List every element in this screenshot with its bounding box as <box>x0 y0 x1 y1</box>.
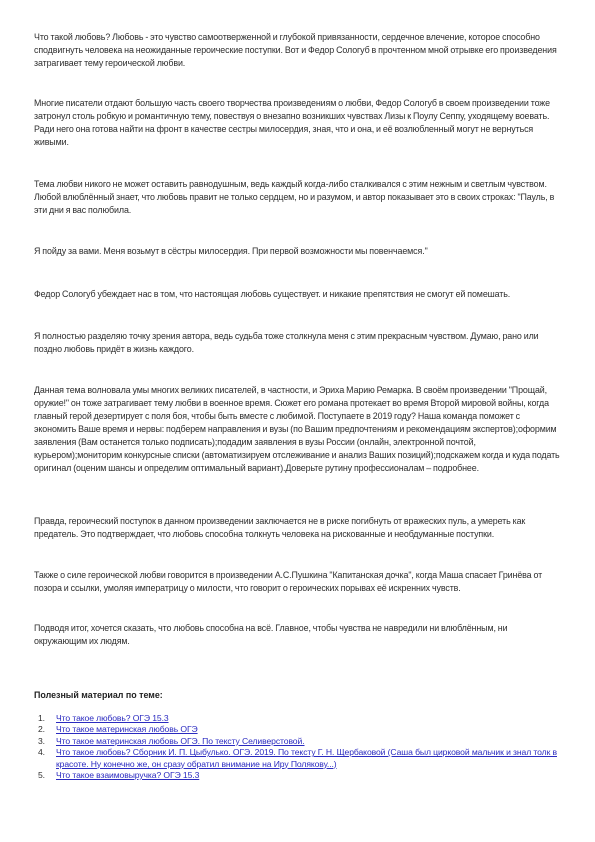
list-number: 5. <box>38 770 45 781</box>
useful-link-2[interactable]: Что такое материнская любовь ОГЭ <box>56 724 198 735</box>
list-item <box>34 747 560 770</box>
paragraph-pushkin: Также о силе героической любви говорится в произведении А.С.Пушкина "Капитанская дочка", когда Маша спасает Гринёва от позора и ссылки, умоляя императрицу о милости, что говорит о героических порывах её искренних чувств. <box>34 570 543 593</box>
list-number: 4. <box>38 747 45 758</box>
list-item <box>34 724 560 735</box>
paragraph-argument: Федор Сологуб убеждает нас в том, что настоящая любовь существует. и никакие препятствия не смогут ей помешать. <box>34 289 511 299</box>
paragraph-heroism: Правда, героический поступок в данном произведении заключается не в риске погибнуть от вражеских пуль, а умереть как предатель. Это подтверждает, что любовь способна толкнуть человека на рискованные и необдуманные поступки. <box>34 516 526 539</box>
useful-links-list <box>34 713 560 781</box>
list-number: 3. <box>38 735 45 746</box>
list-number: 2. <box>38 724 45 735</box>
useful-link-5[interactable]: Что такое взаимовыручка? ОГЭ 15.3 <box>56 770 200 781</box>
list-number: 1. <box>38 713 45 723</box>
paragraph-remarque: Данная тема волновала умы многих великих писателей, в частности, и Эрихa Марию Ремарка. В своём произведении "Прощай, оружие!" он тоже затрагивает тему любви в военное время. Сюжет его романа протекает во время Второй мировой войны, когда главный герой дезертирует с поля боя, чтобы быть вместе с любимой. Поступаете в 2019 году? Наша команда поможет с экономить Ваше время и нервы: подберем направления и вузы (по Вашим предпочтениям и рекомендациям экспертов);оформим заявления (Вам останется только подписать);подадим заявления в вузы России (онлайн, электронной почтой, курьером);мониторим конкурсные списки (автоматизируем отслеживание и анализ Ваших позиций);подскажем когда и куда подать оригинал (оценим шансы и определим оптимальный вариант).Доверьте рутину профессионалам – подробнее. <box>34 385 560 473</box>
list-item <box>34 736 560 747</box>
paragraph-opinion: Я полностью разделяю точку зрения автора, ведь судьба тоже столкнула меня с этим прекрасным чувством. Думаю, рано или поздно любовь придёт в жизнь каждого. <box>34 331 539 354</box>
paragraph-quote: Я пойду за вами. Меня возьмут в сёстры милосердия. При первой возможности мы повенчаемся." <box>34 246 428 256</box>
list-item <box>34 713 560 724</box>
useful-materials-heading: Полезный материал по теме: <box>34 690 163 700</box>
paragraph-definition: Что такой любовь? Любовь - это чувство самоотверженной и глубокой привязанности, сердечное влечение, которое способно сподвигнуть человека на неожиданные героические поступки. Вот и Федор Сологуб в прочтенном мной отрывке его произведения затрагивает тему героической любви. <box>34 32 557 68</box>
list-item <box>34 770 560 781</box>
useful-link-1[interactable]: Что такое любовь? ОГЭ 15.3 <box>56 713 169 723</box>
paragraph-writers: Многие писатели отдают большую часть своего творчества произведениям о любви, Федор Сологуб в своем произведении тоже затронул столь робкую и романтичную тему, повествуя о внезапно возникших чувствах Лизы к Поулу Сеппу, уходящему воевать. Ради него она готова найти на фронт в качестве сестры милосердия, зная, что и она, и её возлюбленный могут не вернуться живыми. <box>34 98 550 147</box>
useful-link-3[interactable]: Что такое материнская любовь ОГЭ. По тексту Селиверстовой. <box>56 735 305 746</box>
paragraph-conclusion: Подводя итог, хочется сказать, что любовь способна на всё. Главное, чтобы чувства не навредили ни влюблённым, ни окружающим их людям. <box>34 623 508 646</box>
useful-link-4[interactable]: Что такое любовь? Сборник И. П. Цыбулько. ОГЭ. 2019. По тексту Г. Н. Щербаковой (Саша был цирковой мальчик и знал толк в красоте. Ну конечно же, он сразу обратил внимание на Иру Полякову...) <box>56 747 557 769</box>
paragraph-theme: Тема любви никого не может оставить равнодушным, ведь каждый когда-либо сталкивался с этим нежным и светлым чувством. Любой влюблённый знает, что любовь правит не только сердцем, но и разумом, и автор показывает это в своих строках: "Пауль, в эти дни я вас полюбила. <box>34 179 555 215</box>
